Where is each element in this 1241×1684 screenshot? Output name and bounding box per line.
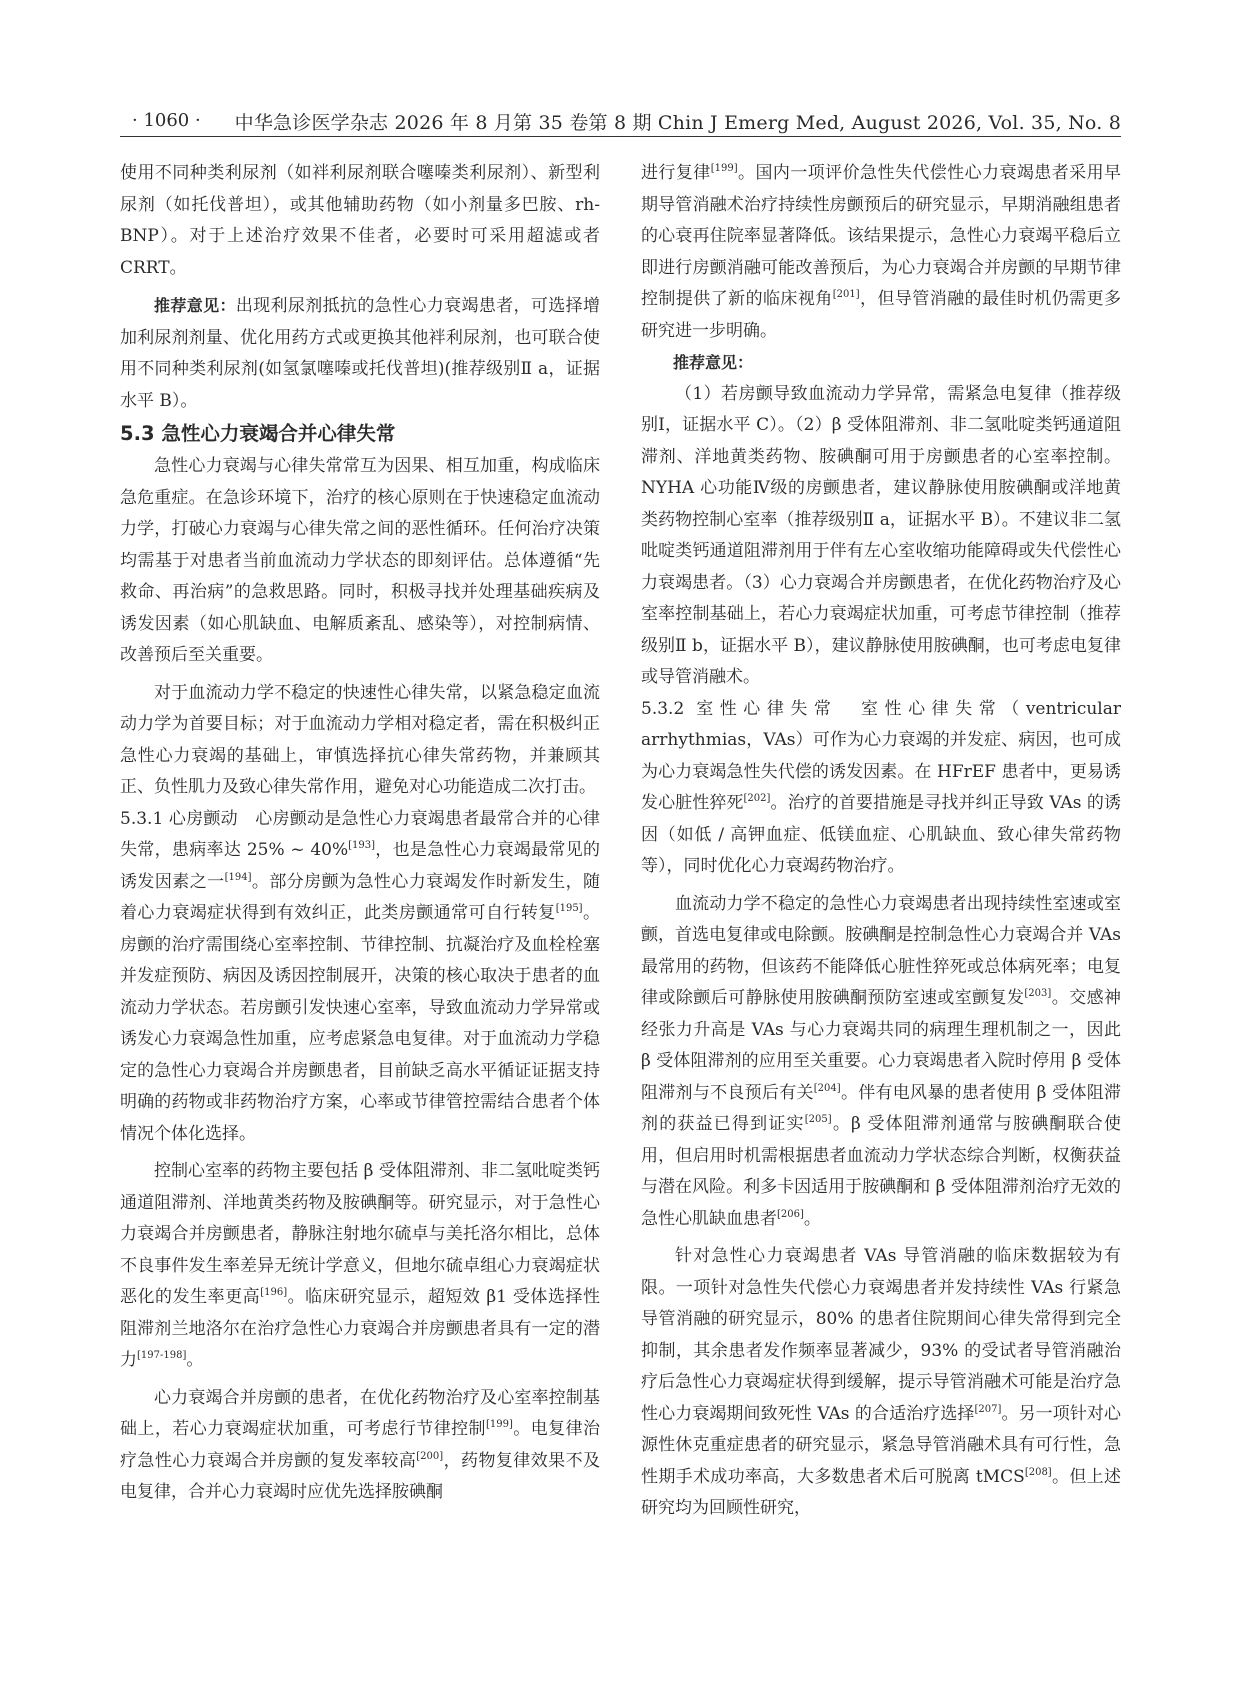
- paragraph: [641, 1241, 1121, 1525]
- text-run: 。但上述研究均为回顾性研究，: [641, 1466, 1122, 1518]
- citation[interactable]: [194]: [224, 871, 252, 883]
- citation[interactable]: [201]: [832, 289, 860, 300]
- text-run: 。伴有电风暴的患者使用 β 受体阻滞剂的获益已得到证实: [641, 1082, 1122, 1134]
- paragraph: 对于血流动力学不稳定的快速性心律失常，以紧急稳定血流动力学为首要目标；对于血流动力学相对稳定者，需在积极纠正急性心力衰竭的基础上，审慎选择抗心律失常药物，并兼顾其正、负性肌力及致心律失常作用，避免对心功能造成二次打击。: [120, 682, 600, 797]
- paragraph: 使用不同种类利尿剂（如袢利尿剂联合噻嗪类利尿剂）、新型利尿剂（如托伐普坦），或其他辅助药物（如小剂量多巴胺、rh-BNP）。对于上述治疗效果不佳者，必要时可采用超滤或者 CRRT。: [120, 163, 600, 278]
- citation[interactable]: [208]: [1024, 1466, 1052, 1478]
- running-header: [120, 102, 1121, 138]
- text-run: 血流动力学不稳定的急性心力衰竭患者出现持续性室速或室颤，首选电复律或电除颤。胺碘酮是控制急性心力衰竭合并 VAs 最常用的药物，但该药不能降低心脏性猝死或总体病死率；电复律或除颤后可静脉使用胺碘酮预防室速或室颤复发: [641, 893, 1121, 1008]
- text-run: 。治疗的首要措施是寻找并纠正导致 VAs 的诱因（如低 / 高钾血症、低镁血症、心肌缺血、致心律失常药物等），同时优化心力衰竭药物治疗。: [641, 793, 1122, 876]
- text-run: ，但导管消融的最佳时机仍需更多研究进一步明确。: [641, 289, 1122, 341]
- journal-citation: 中华急诊医学杂志 2026 年 8 月第 35 卷第 8 期 Chin J Emerg Med, August 2026, Vol. 35, No. 8: [234, 112, 1121, 134]
- text-run: 。: [803, 1208, 821, 1229]
- text-run: 进行复律: [641, 163, 711, 183]
- citation[interactable]: [199]: [710, 163, 738, 174]
- text-run: 控制心室率的药物主要包括 β 受体阻滞剂、非二氢吡啶类钙通道阻滞剂、洋地黄类药物及胺碘酮等。研究显示，对于急性心力衰竭合并房颤患者，静脉注射地尔硫卓与美托洛尔相比，总体不良事件发生率差异无统计学意义，但地尔硫卓组心力衰竭症状恶化的发生率更高: [120, 1161, 600, 1307]
- text-run: 。部分房颤为急性心力衰竭发作时新发生，随着心力衰竭症状得到有效纠正，此类房颤通常可自行转复: [120, 871, 601, 923]
- recommendation-label: 推荐意见：: [154, 296, 236, 315]
- citation[interactable]: [200]: [416, 1450, 444, 1462]
- subsection-heading: 5.3.2 室性心律失常: [641, 698, 838, 719]
- paragraph: 急性心力衰竭与心律失常常互为因果、相互加重，构成临床急危重症。在急诊环境下，治疗的核心原则在于快速稳定血流动力学，打破心力衰竭与心律失常之间的恶性循环。任何治疗决策均需基于对患者当前血流动力学状态的即刻评估。总体遵循“先救命、再治病”的急救思路。同时，积极寻找并处理基础疾病及诱发因素（如心肌缺血、电解质紊乱、感染等），对控制病情、改善预后至关重要。: [120, 456, 600, 665]
- text-run: 。电复律治疗急性心力衰竭合并房颤的复发率较高: [120, 1419, 601, 1471]
- citation[interactable]: [199]: [485, 1419, 513, 1430]
- recommendation-text: （1）若房颤导致血流动力学异常，需紧急电复律（推荐级别Ⅰ，证据水平 C）。（2）β 受体阻滞剂、非二氢吡啶类钙通道阻滞剂、洋地黄类药物、胺碘酮可用于房颤患者的心室率控制。NYHA 心功能Ⅳ级的房颤患者，建议静脉使用胺碘酮或洋地黄类药物控制心室率（推荐级别Ⅱ a，证据水平 B）。不建议非二氢吡啶类钙通道阻滞剂用于伴有左心室收缩功能障碍或失代偿性心力衰竭患者。（3）心力衰竭合并房颤患者，在优化药物治疗及心室率控制基础上，若心力衰竭症状加重，可考虑节律控制（推荐级别Ⅱ b，证据水平 B），建议静脉使用胺碘酮，也可考虑电复律或导管消融术。: [641, 383, 1121, 687]
- recommendation: [120, 290, 600, 417]
- recommendation-label: 推荐意见：: [673, 353, 754, 372]
- text-run: 。国内一项评价急性失代偿性心力衰竭患者采用早期导管消融术治疗持续性房颤预后的研究显示，早期消融组患者的心衰再住院率显著降低。该结果提示，急性心力衰竭平稳后立即进行房颤消融可能改善预后，为心力衰竭合并房颤的早期节律控制提供了新的临床视角: [641, 163, 1122, 309]
- citation[interactable]: [206]: [777, 1208, 804, 1220]
- subsection-paragraph: [120, 804, 600, 1151]
- paragraph: [120, 1156, 600, 1377]
- text-run: ，也是急性心力衰竭最常见的诱发因素之一: [120, 840, 601, 892]
- text-run: 。临床研究显示，超短效 β1 受体选择性阻滞剂兰地洛尔在治疗急性心力衰竭合并房颤患者具有一定的潜力: [120, 1287, 600, 1370]
- citation[interactable]: [203]: [1024, 988, 1052, 999]
- citation[interactable]: [193]: [348, 840, 375, 851]
- citation[interactable]: [207]: [974, 1403, 1002, 1415]
- text-run: 心房颤动是急性心力衰竭患者最常合并的心律失常，患病率达 25% ~ 40%: [120, 808, 601, 860]
- citation[interactable]: [196]: [260, 1287, 288, 1298]
- text-run: 。房颤的治疗需围绕心室率控制、节律控制、抗凝治疗及血栓栓塞并发症预防、病因及诱因控制展开，决策的核心取决于患者的血流动力学状态。若房颤引发快速心室率，导致血流动力学异常或诱发心力衰竭急性加重，应考虑紧急电复律。对于血流动力学稳定的急性心力衰竭合并房颤患者，目前缺乏高水平循证证据支持明确的药物或非药物治疗方案，心率或节律管控需结合患者个体情况个体化选择。: [120, 903, 601, 1144]
- citation[interactable]: [204]: [813, 1082, 841, 1094]
- citation[interactable]: [202]: [743, 793, 771, 804]
- paragraph: [641, 889, 1121, 1236]
- text-run: ，药物复律效果不及电复律，合并心力衰竭时应优先选择胺碘酮: [120, 1450, 601, 1502]
- right-column: [641, 158, 1121, 1525]
- text-run: 针对急性心力衰竭患者 VAs 导管消融的临床数据较为有限。一项针对急性失代偿心力衰竭患者并发持续性 VAs 行紧急导管消融的研究显示，80% 的患者住院期间心律失常得到完全抑制，其余患者发作频率显著减少，93% 的受试者导管消融治疗后急性心力衰竭症状得到缓解，提示导管消融术可能是治疗急性心力衰竭期间致死性 VAs 的合适治疗选择: [641, 1246, 1121, 1424]
- text-run: 。β 受体阻滞剂通常与胺碘酮联合使用，但启用时机需根据患者血流动力学状态综合判断，权衡获益与潜在风险。利多卡因适用于胺碘酮和 β 受体阻滞剂治疗无效的急性心肌缺血患者: [641, 1114, 1122, 1229]
- subsection-paragraph: [641, 694, 1121, 883]
- page-number: · 1060 ·: [132, 110, 201, 131]
- left-column: [120, 158, 600, 1509]
- header-rule: [120, 136, 1121, 137]
- citation[interactable]: [195]: [555, 903, 583, 914]
- citation[interactable]: [197-198]: [137, 1350, 187, 1361]
- text-run: 。: [186, 1350, 204, 1370]
- section-heading: 5.3 急性心力衰竭合并心律失常: [120, 422, 396, 445]
- paragraph: [641, 158, 1121, 347]
- text-run: 心力衰竭合并房颤的患者，在优化药物治疗及心室率控制基础上，若心力衰竭症状加重，可考虑行节律控制: [120, 1387, 600, 1439]
- paragraph: [120, 1383, 600, 1509]
- text-run: 。另一项针对心源性休克重症患者的研究显示，紧急导管消融术具有可行性，急性期手术成功率高，大多数患者术后可脱离 tMCS: [641, 1403, 1122, 1487]
- citation[interactable]: [205]: [804, 1114, 832, 1125]
- text-run: 。交感神经张力升高是 VAs 与心力衰竭共同的病理生理机制之一，因此 β 受体阻滞剂的应用至关重要。心力衰竭患者入院时停用 β 受体阻滞剂与不良预后有关: [641, 988, 1122, 1103]
- subsection-heading: 5.3.1 心房颤动: [120, 808, 238, 829]
- text-run: 室性心律失常（ventricular arrhythmias，VAs）可作为心力衰竭的并发症、病因，也可成为心力衰竭急性失代偿的诱发因素。在 HFrEF 患者中，更易诱发心脏性猝死: [641, 698, 1121, 813]
- recommendation-text: 出现利尿剂抵抗的急性心力衰竭患者，可选择增加利尿剂剂量、优化用药方式或更换其他袢利尿剂，也可联合使用不同种类利尿剂(如氢氯噻嗪或托伐普坦)(推荐级别Ⅱ a，证据水平 B）。: [120, 296, 600, 411]
